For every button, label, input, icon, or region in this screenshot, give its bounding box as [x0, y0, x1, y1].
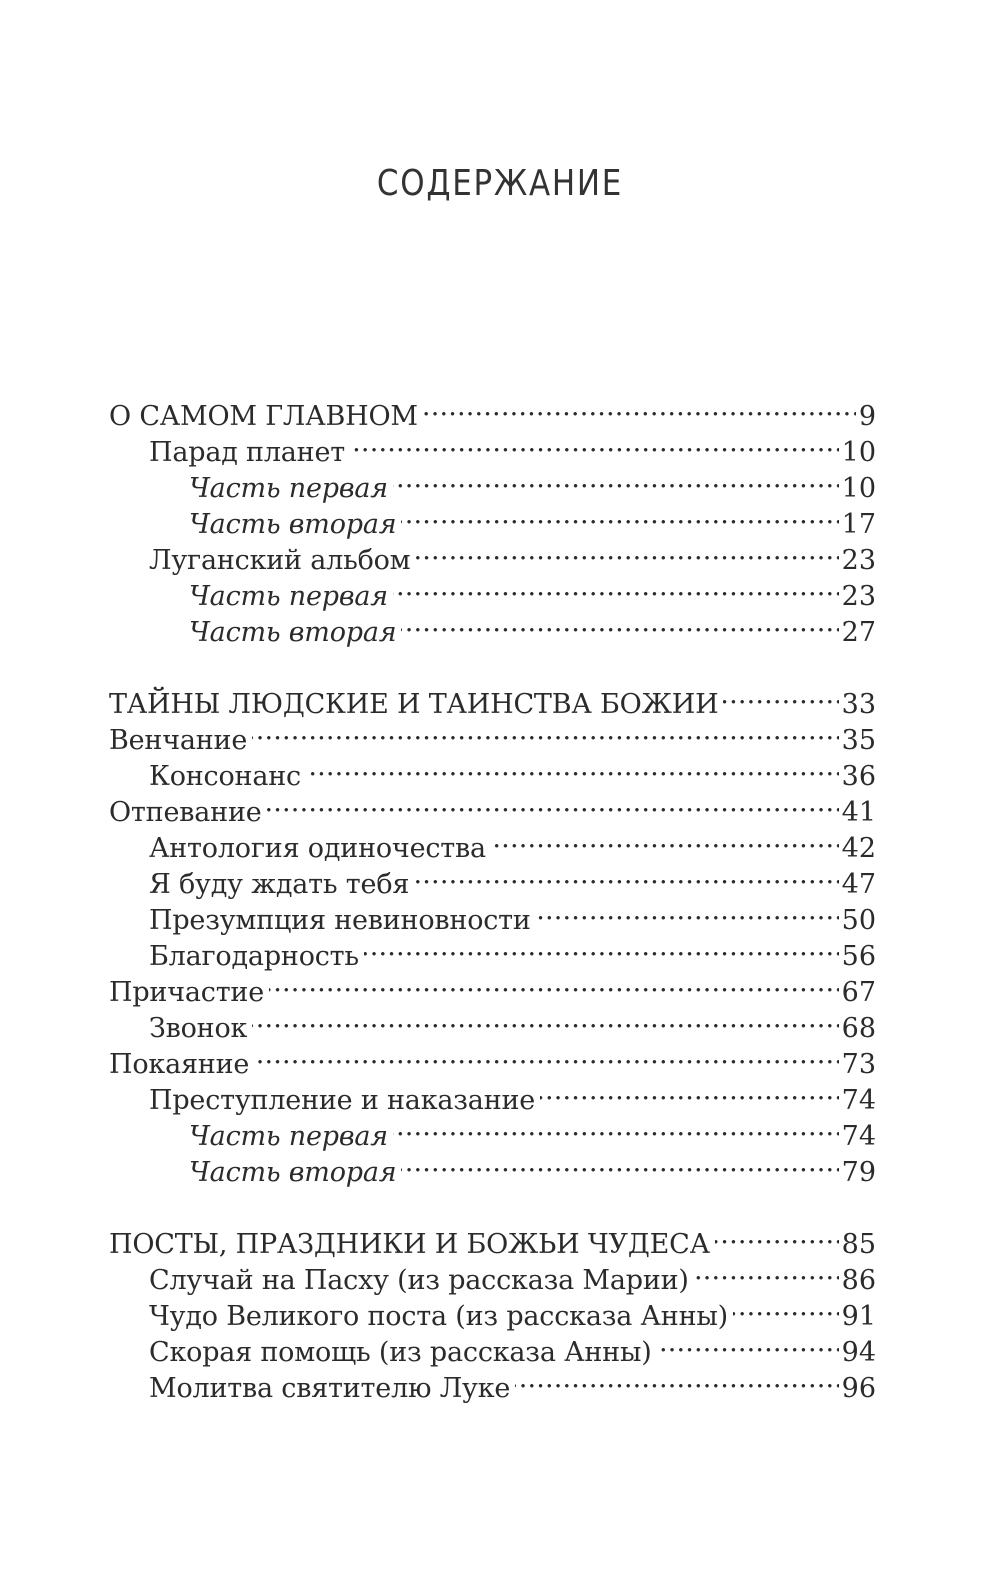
toc-entry[interactable]	[109, 785, 876, 828]
toc-entry-label: Часть первая	[189, 473, 388, 504]
toc-entry[interactable]	[109, 1217, 876, 1260]
toc-page-number: 50	[841, 905, 876, 936]
toc-page-number: 33	[841, 689, 876, 720]
toc-entry[interactable]	[149, 1289, 876, 1332]
toc-entry-label: Звонок	[149, 1013, 248, 1044]
toc-entry[interactable]	[149, 749, 876, 792]
toc-entry-label: Случай на Пасху (из рассказа Марии)	[149, 1265, 689, 1296]
toc-entry-label: Благодарность	[149, 941, 359, 972]
toc-page-number: 35	[841, 725, 876, 756]
toc-leader-dots	[491, 821, 839, 857]
toc-leader-dots	[694, 1253, 839, 1289]
toc-entry-label: Покаяние	[109, 1049, 250, 1080]
toc-leader-dots	[401, 1145, 838, 1181]
toc-leader-dots	[252, 713, 839, 749]
toc-leader-dots	[733, 1289, 839, 1325]
toc-page-number: 74	[841, 1121, 876, 1152]
toc-entry-label: Венчание	[109, 725, 248, 756]
toc-entry-label: Преступление и наказание	[149, 1085, 536, 1116]
toc-entry-label: Отпевание	[109, 797, 262, 828]
toc-entry[interactable]	[189, 605, 876, 648]
toc-leader-dots	[414, 857, 838, 893]
toc-entry[interactable]	[189, 569, 876, 612]
toc-entry-label: Парад планет	[149, 437, 345, 468]
toc-page-number: 85	[841, 1229, 876, 1260]
toc-entry[interactable]	[109, 677, 876, 720]
toc-page-number: 36	[841, 761, 876, 792]
toc-page-number: 73	[841, 1049, 876, 1080]
toc-entry[interactable]	[189, 497, 876, 540]
toc-entry[interactable]	[149, 857, 876, 900]
toc-leader-dots	[393, 569, 839, 605]
toc-entry[interactable]	[149, 1361, 876, 1404]
toc-entry[interactable]	[189, 1145, 876, 1188]
toc-page-number: 68	[841, 1013, 876, 1044]
toc-page-number: 86	[841, 1265, 876, 1296]
toc-entry-label: Часть вторая	[189, 509, 397, 540]
toc-entry[interactable]	[149, 1001, 876, 1044]
toc-page-number: 94	[841, 1337, 876, 1368]
toc-leader-dots	[393, 1109, 839, 1145]
toc-entry-label: Чудо Великого поста (из рассказа Анны)	[149, 1301, 728, 1332]
toc-page-number: 42	[841, 833, 876, 864]
toc-leader-dots	[306, 749, 839, 785]
toc-leader-dots	[515, 1361, 838, 1397]
toc-leader-dots	[267, 785, 839, 821]
toc-page-number: 47	[841, 869, 876, 900]
toc-leader-dots	[423, 389, 856, 425]
toc-page-number: 23	[841, 545, 876, 576]
toc-entry-label: О САМОМ ГЛАВНОМ	[109, 401, 418, 432]
toc-leader-dots	[536, 893, 839, 929]
toc-entry[interactable]	[109, 965, 876, 1008]
toc-leader-dots	[540, 1073, 839, 1109]
toc-entry-label: Я буду ждать тебя	[149, 869, 410, 900]
toc-page-number: 17	[841, 509, 876, 540]
toc-entry-label: Скорая помощь (из рассказа Анны)	[149, 1337, 652, 1368]
toc-entry-label: Причастие	[109, 977, 265, 1008]
toc-entry[interactable]	[149, 425, 876, 468]
toc-page-number: 74	[841, 1085, 876, 1116]
toc-entry[interactable]	[189, 461, 876, 504]
toc-page-number: 27	[841, 617, 876, 648]
toc-entry[interactable]	[189, 1109, 876, 1152]
toc-page-number: 96	[841, 1373, 876, 1404]
toc-leader-dots	[723, 677, 838, 713]
toc-leader-dots	[393, 461, 839, 497]
toc-entry[interactable]	[149, 1253, 876, 1296]
toc-page-number: 67	[841, 977, 876, 1008]
toc-entry-label: Часть первая	[189, 581, 388, 612]
toc-leader-dots	[254, 1037, 838, 1073]
toc-entry-label: Часть вторая	[189, 1157, 397, 1188]
toc-entry[interactable]	[149, 1073, 876, 1116]
toc-entry-label: Антология одиночества	[149, 833, 486, 864]
toc-entry[interactable]	[149, 821, 876, 864]
toc-entry-label: Молитва святителю Луке	[149, 1373, 511, 1404]
toc-page-number: 23	[841, 581, 876, 612]
toc-entry-label: Консонанс	[149, 761, 301, 792]
toc-page-number: 10	[841, 437, 876, 468]
toc-entry[interactable]	[149, 929, 876, 972]
toc-page-number: 91	[841, 1301, 876, 1332]
page-title: СОДЕРЖАНИЕ	[376, 163, 624, 204]
toc-leader-dots	[416, 533, 839, 569]
toc-leader-dots	[269, 965, 839, 1001]
toc-leader-dots	[715, 1217, 839, 1253]
toc-page-number: 79	[841, 1157, 876, 1188]
toc-entry[interactable]	[149, 533, 876, 576]
toc-entry[interactable]	[149, 893, 876, 936]
toc-page-number: 41	[841, 797, 876, 828]
toc-entry-label: ТАЙНЫ ЛЮДСКИЕ И ТАИНСТВА БОЖИИ	[109, 689, 719, 720]
toc-leader-dots	[350, 425, 839, 461]
toc-entry[interactable]	[109, 1037, 876, 1080]
toc-entry-label: ПОСТЫ, ПРАЗДНИКИ И БОЖЬИ ЧУДЕСА	[109, 1229, 710, 1260]
toc-entry-label: Луганский альбом	[149, 545, 411, 576]
toc-entry-label: Часть вторая	[189, 617, 397, 648]
toc-entry[interactable]	[109, 713, 876, 756]
toc-page-number: 10	[841, 473, 876, 504]
toc-entry[interactable]	[109, 389, 876, 432]
toc-leader-dots	[401, 497, 838, 533]
toc-page-number: 56	[841, 941, 876, 972]
toc-entry-label: Часть первая	[189, 1121, 388, 1152]
toc-leader-dots	[364, 929, 839, 965]
toc-leader-dots	[657, 1325, 839, 1361]
toc-leader-dots	[401, 605, 838, 641]
toc-entry[interactable]	[149, 1325, 876, 1368]
toc-page-number: 9	[858, 401, 876, 432]
toc-leader-dots	[252, 1001, 838, 1037]
toc-entry-label: Презумпция невиновности	[149, 905, 531, 936]
